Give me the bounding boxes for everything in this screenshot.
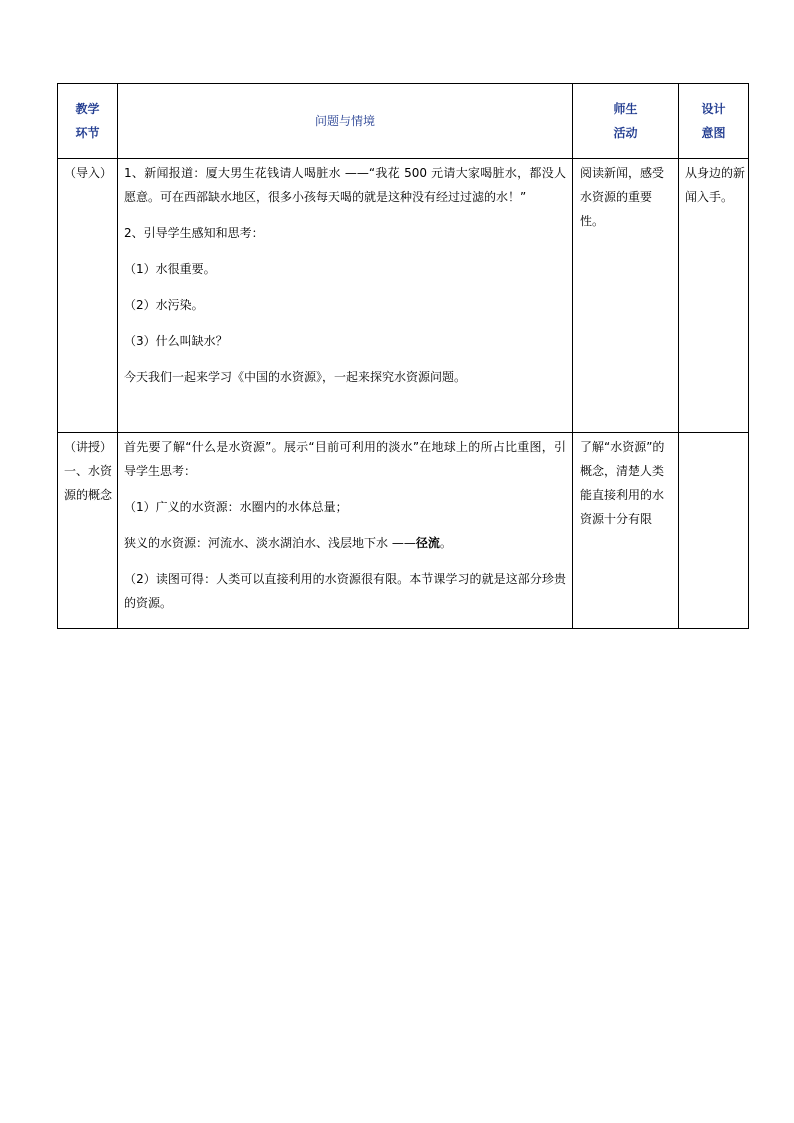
activity-cell: 阅读新闻，感受水资源的重要性。 xyxy=(573,159,679,433)
section-title: 一、水资源的概念 xyxy=(64,464,113,502)
content-tail: 。 xyxy=(439,536,452,550)
content-paragraph: （1）广义的水资源：水圈内的水体总量； xyxy=(124,500,348,514)
content-bold-term: 径流 xyxy=(415,536,440,550)
intent-cell: 从身边的新闻入手。 xyxy=(679,159,749,433)
table-row xyxy=(58,433,749,629)
header-intent-line1: 设计 xyxy=(701,102,726,116)
intent-cell xyxy=(679,433,749,629)
content-paragraph: 1、新闻报道：厦大男生花钱请人喝脏水 ——“我花 500 元请大家喝脏水，都没人愿意。可在西部缺水地区，很多小孩每天喝的就是这种没有经过过滤的水！” xyxy=(124,166,566,204)
content-paragraph: 2、引导学生感知和思考： xyxy=(124,226,264,240)
content-paragraph: （2）水污染。 xyxy=(124,298,204,312)
table-row xyxy=(58,159,749,433)
header-activity-line2: 活动 xyxy=(613,126,638,140)
header-stage xyxy=(58,84,118,159)
stage-label: （讲授） xyxy=(64,440,113,454)
content-paragraph xyxy=(124,531,566,555)
content-paragraph: 今天我们一起来学习《中国的水资源》，一起来探究水资源问题。 xyxy=(124,370,467,384)
header-intent-line2: 意图 xyxy=(701,126,726,140)
header-stage-line1: 教学 xyxy=(75,102,100,116)
content-paragraph: （1）水很重要。 xyxy=(124,262,216,276)
content-cell xyxy=(118,433,573,629)
stage-label: （导入） xyxy=(64,166,113,180)
lesson-plan-table xyxy=(57,83,749,629)
header-content: 问题与情境 xyxy=(118,84,573,159)
content-paragraph: （2）读图可得：人类可以直接利用的水资源很有限。本节课学习的就是这部分珍贵的资源。 xyxy=(124,572,566,610)
content-text: 狭义的水资源：河流水、淡水湖泊水、浅层地下水 —— xyxy=(124,536,416,550)
content-paragraph: （3）什么叫缺水？ xyxy=(124,334,228,348)
content-paragraph: 首先要了解“什么是水资源”。展示“目前可利用的淡水”在地球上的所占比重图，引导学生思考： xyxy=(124,440,566,478)
header-activity xyxy=(573,84,679,159)
stage-cell xyxy=(58,159,118,433)
header-activity-line1: 师生 xyxy=(613,102,638,116)
header-intent xyxy=(679,84,749,159)
activity-cell: 了解“水资源”的概念，清楚人类能直接利用的水资源十分有限 xyxy=(573,433,679,629)
header-stage-line2: 环节 xyxy=(75,126,100,140)
stage-cell xyxy=(58,433,118,629)
content-cell xyxy=(118,159,573,433)
header-row xyxy=(58,84,749,159)
